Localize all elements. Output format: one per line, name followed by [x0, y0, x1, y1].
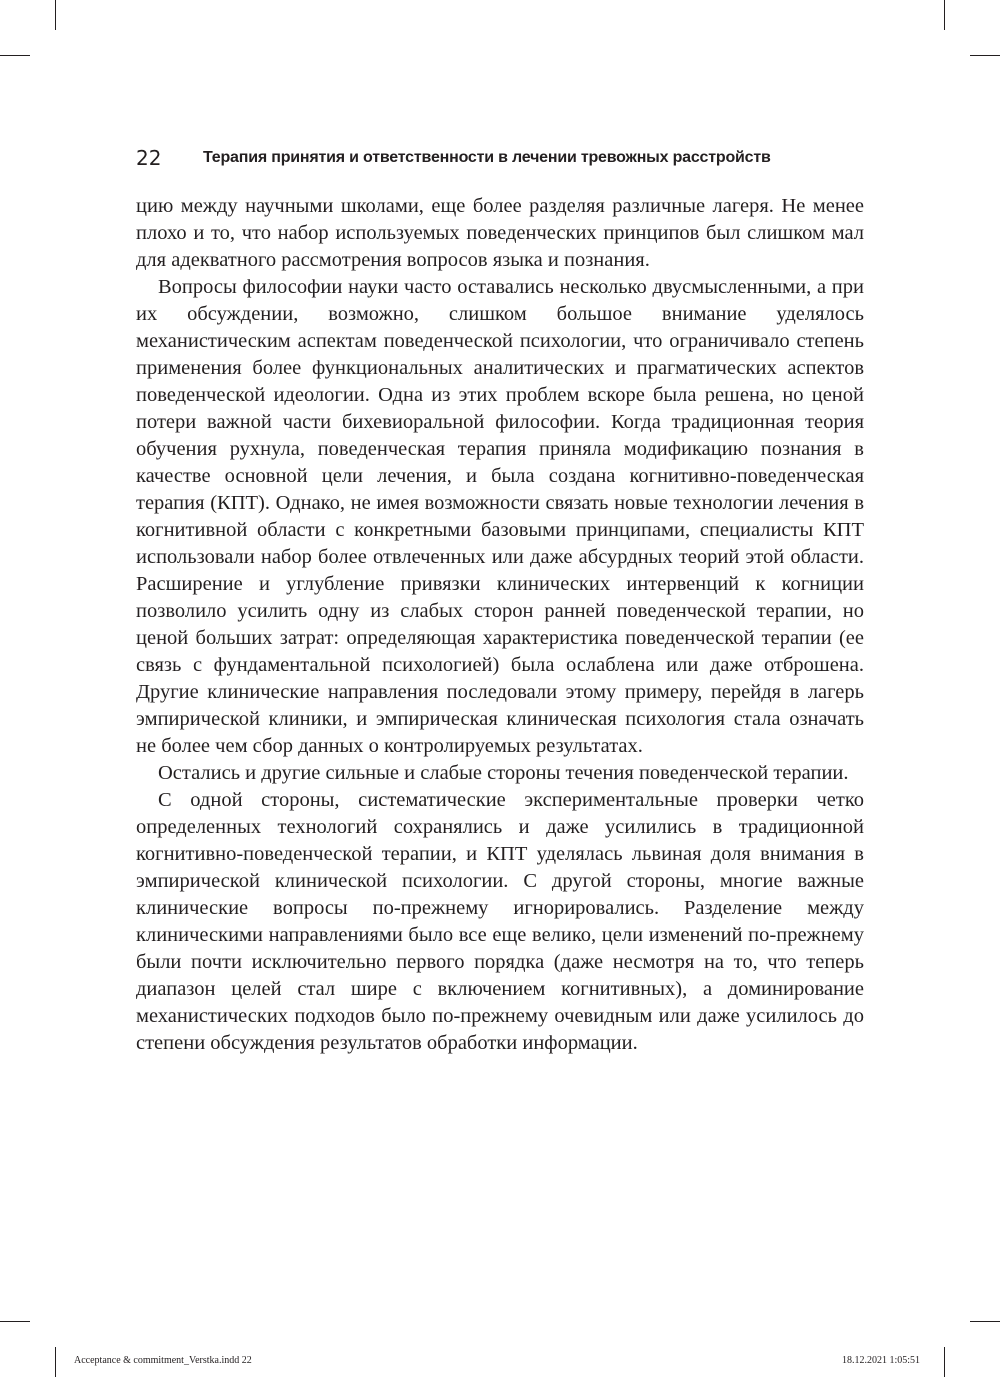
crop-mark-bottom-right-horizontal: [970, 1321, 1000, 1322]
slug-timestamp: 18.12.2021 1:05:51: [841, 1355, 920, 1366]
paragraph: Остались и другие сильные и слабые стороны течения поведенческой терапии.: [158, 762, 849, 784]
crop-mark-bottom-left-vertical: [55, 1347, 56, 1377]
slug-file-name: Acceptance & commitment_Verstka.indd 22: [74, 1355, 252, 1366]
paragraph: Вопросы философии науки часто оставались несколько двусмысленными, а при их обсуждении, возможно, слишком большое внимание уделялось механистическим аспектам поведенческой психологии, что ограничивало степень применения более функциональных аналитических и прагматических аспектов поведенческой идеологии. Одна из этих проблем вскоре была решена, но ценой потери важной части бихевиоральной философии. Когда традиционная теория обучения рухнула, поведенческая терапия приняла модификацию познания в качестве основной цели лечения, и была создана когнитивно-поведенческая терапия (КПТ). Однако, не имея возможности связать новые технологии лечения в когнитивной области с конкретными базовыми принципами, специалисты КПТ использовали набор более отвлеченных или даже абсурдных теорий этой области. Расширение и углубление привязки клинических интервенций к когниции позволило усилить одну из слабых сторон ранней поведенческой терапии, но ценой больших затрат: определяющая характеристика поведенческой терапии (ее связь с фундаментальной психологией) была ослаблена или даже отброшена. Другие клинические направления последовали этому примеру, перейдя в лагерь эмпирической клиники, и эмпирическая клиническая психология стала означать не более чем сбор данных о контролируемых результатах.: [136, 276, 864, 757]
running-head: [136, 146, 864, 170]
crop-mark-top-left-horizontal: [0, 55, 30, 56]
crop-mark-bottom-right-vertical: [944, 1347, 945, 1377]
paragraph: С одной стороны, систематические экспериментальные проверки четко определенных технологий сохранялись и даже усилились в традиционной когнитивно-поведенческой терапии, и КПТ уделялась львиная доля внимания в эмпирической клинической психологии. С другой стороны, многие важные клинические вопросы по-прежнему игнорировались. Разделение между клиническими направлениями было все еще велико, цели изменений по-прежнему были почти исключительно первого порядка (даже несмотря на то, что теперь диапазон целей стал шире с включением когнитивных), а доминирование механистических подходов было по-прежнему очевидным или даже усилилось до степени обсуждения результатов обработки информации.: [136, 789, 864, 1054]
running-head-title: Терапия принятия и ответственности в лечении тревожных расстройств: [203, 149, 771, 166]
body-text: [136, 193, 864, 1057]
crop-mark-bottom-left-horizontal: [0, 1321, 30, 1322]
crop-mark-top-right-horizontal: [970, 55, 1000, 56]
crop-mark-top-right-vertical: [944, 0, 945, 30]
paragraph: цию между научными школами, еще более разделяя различные лагеря. Не менее плохо и то, что набор используемых поведенческих принципов был слишком мал для адекватного рассмотрения вопросов языка и познания.: [136, 195, 864, 271]
crop-mark-top-left-vertical: [55, 0, 56, 30]
page-number: 22: [136, 146, 162, 170]
